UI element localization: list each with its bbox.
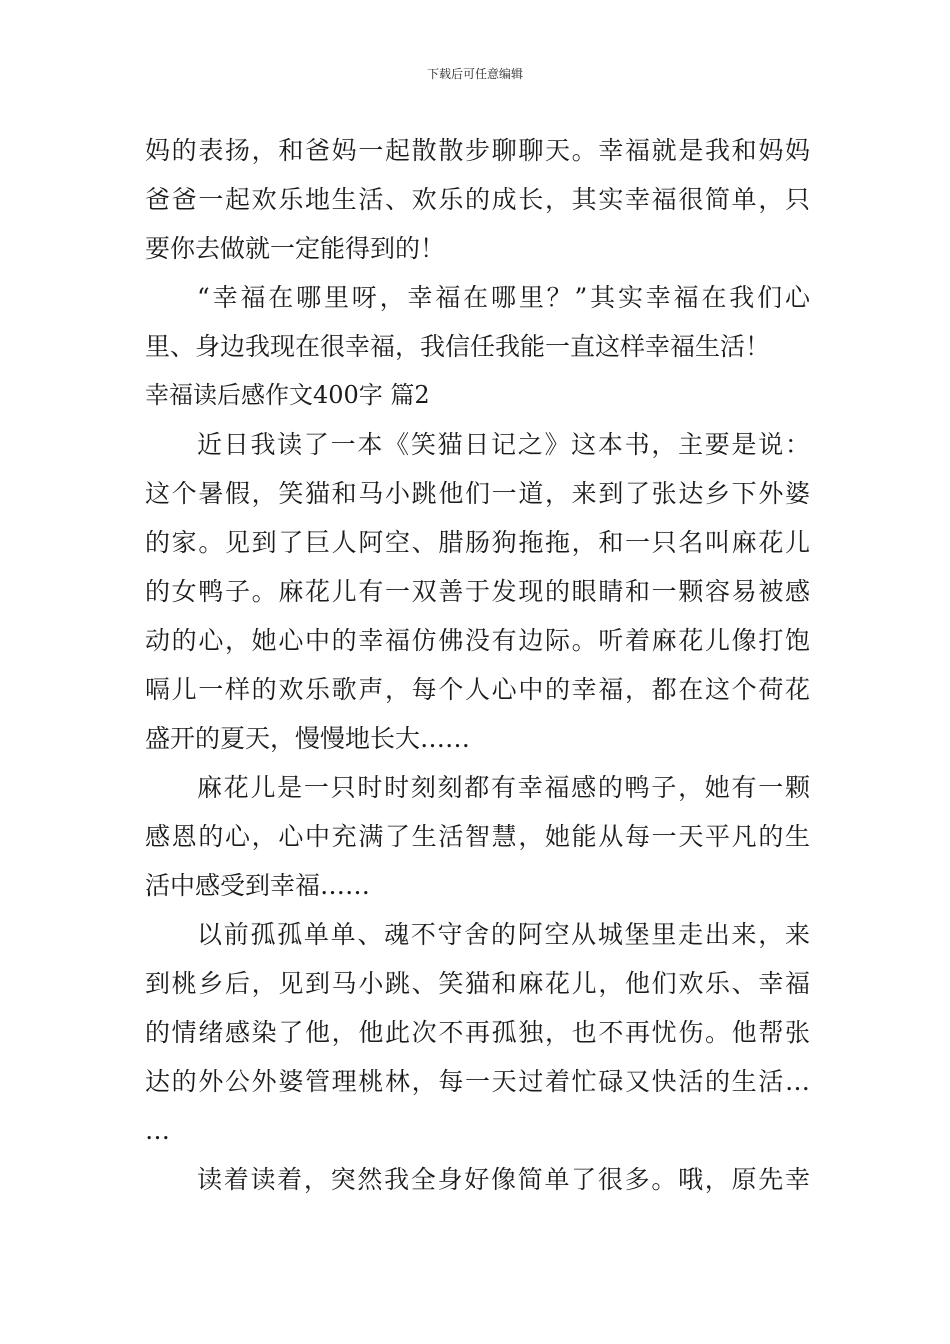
text-line: 这个暑假，笑猫和马小跳他们一道，来到了张达乡下外婆 <box>145 479 810 508</box>
text-line: 的女鸭子。麻花儿有一双善于发现的眼睛和一颗容易被感 <box>145 577 810 606</box>
section-heading: 幸福读后感作文400字 篇2 <box>145 381 430 409</box>
text-line: 活中感受到幸福…… <box>145 871 371 900</box>
paragraph-start: 以前孤孤单单、魂不守舍的阿空从城堡里走出来，来 <box>197 920 810 949</box>
paragraph-start: “幸福在哪里呀，幸福在哪里？”其实幸福在我们心 <box>197 283 810 312</box>
text-line: 达的外公外婆管理桃林，每一天过着忙碌又快活的生活… <box>145 1067 810 1096</box>
text-line: 盛开的夏天，慢慢地长大…… <box>145 724 471 753</box>
text-line: … <box>145 1116 170 1145</box>
text-line: 嗝儿一样的欢乐歌声，每个人心中的幸福，都在这个荷花 <box>145 675 810 704</box>
text-line: 的家。见到了巨人阿空、腊肠狗拖拖，和一只名叫麻花儿 <box>145 528 810 557</box>
document-body <box>145 126 810 1204</box>
text-line: 妈的表扬，和爸妈一起散散步聊聊天。幸福就是我和妈妈 <box>145 136 810 165</box>
paragraph-start: 麻花儿是一只时时刻刻都有幸福感的鸭子，她有一颗 <box>197 773 810 802</box>
text-line: 的情绪感染了他，他此次不再孤独，也不再忧伤。他帮张 <box>145 1018 810 1047</box>
text-line: 爸爸一起欢乐地生活、欢乐的成长，其实幸福很简单，只 <box>145 185 810 214</box>
text-line: 要你去做就一定能得到的！ <box>145 234 446 263</box>
text-line: 到桃乡后，见到马小跳、笑猫和麻花儿，他们欢乐、幸福 <box>145 969 810 998</box>
paragraph-start: 读着读着，突然我全身好像简单了很多。哦，原先幸 <box>197 1165 810 1194</box>
page-header: 下载后可任意编辑 <box>426 67 523 81</box>
text-line: 动的心，她心中的幸福仿佛没有边际。听着麻花儿像打饱 <box>145 626 810 655</box>
text-line: 感恩的心，心中充满了生活智慧，她能从每一天平凡的生 <box>145 822 810 851</box>
paragraph-start: 近日我读了一本《笑猫日记之》这本书，主要是说： <box>197 430 810 459</box>
text-line: 里、身边我现在很幸福，我信任我能一直这样幸福生活！ <box>145 332 771 361</box>
